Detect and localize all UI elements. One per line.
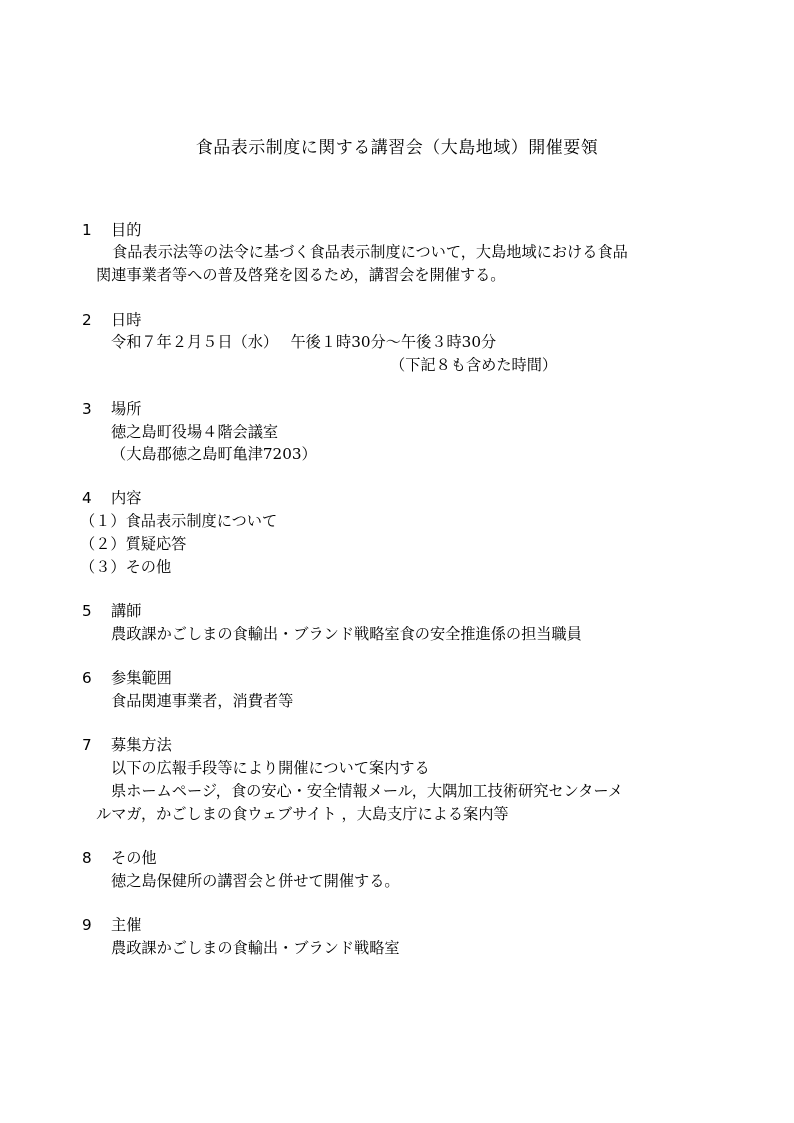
section-heading: 場所 [111,400,142,418]
section-heading: 講師 [111,602,142,620]
section-text-line: ルマガ，かごしまの食ウェブサイト ，大島支庁による案内等 [96,805,509,823]
section-heading: 主催 [111,916,142,934]
section-text-line: （大島郡徳之島町亀津7203） [111,445,317,463]
section-number: 9 [82,916,92,934]
section-number: 4 [82,489,92,507]
section-number: 6 [82,669,92,687]
section-heading: 参集範囲 [111,669,172,687]
section-text-line: 徳之島町役場４階会議室 [111,423,279,441]
section-heading: 内容 [111,489,142,507]
page-title: 食品表示制度に関する講習会（大島地域）開催要領 [195,138,599,158]
section-list-item: （３）その他 [80,558,172,576]
section-number: 1 [82,221,92,239]
section-text-line: 食品表示法等の法令に基づく食品表示制度について，大島地域における食品 [112,243,628,261]
section-number: 8 [82,849,92,867]
section-number: 2 [82,311,92,329]
section-number: 3 [82,400,92,418]
section-text-line: （下記８も含めた時間） [390,356,558,374]
section-list-item: （２）質疑応答 [80,535,187,553]
section-heading: 日時 [111,311,142,329]
section-text-line: 関連事業者等への普及啓発を図るため，講習会を開催する。 [96,266,506,284]
section-text-line: 徳之島保健所の講習会と併せて開催する。 [111,872,400,890]
section-heading: その他 [111,849,157,867]
section-text-line: 農政課かごしまの食輸出・ブランド戦略室 [111,939,400,957]
section-text-line: 令和７年２月５日（水） 午後１時30分～午後３時30分 [111,333,497,351]
section-heading: 目的 [111,221,142,239]
section-number: 7 [82,736,92,754]
section-text-line: 県ホームページ，食の安心・安全情報メール，大隅加工技術研究センターメ [111,782,623,800]
section-text-line: 農政課かごしまの食輸出・ブランド戦略室食の安全推進係の担当職員 [111,625,582,643]
section-text-line: 以下の広報手段等により開催について案内する [111,759,430,777]
section-heading: 募集方法 [111,736,172,754]
section-text-line: 食品関連事業者，消費者等 [111,692,294,710]
section-number: 5 [82,602,92,620]
section-list-item: （１）食品表示制度について [80,512,278,530]
